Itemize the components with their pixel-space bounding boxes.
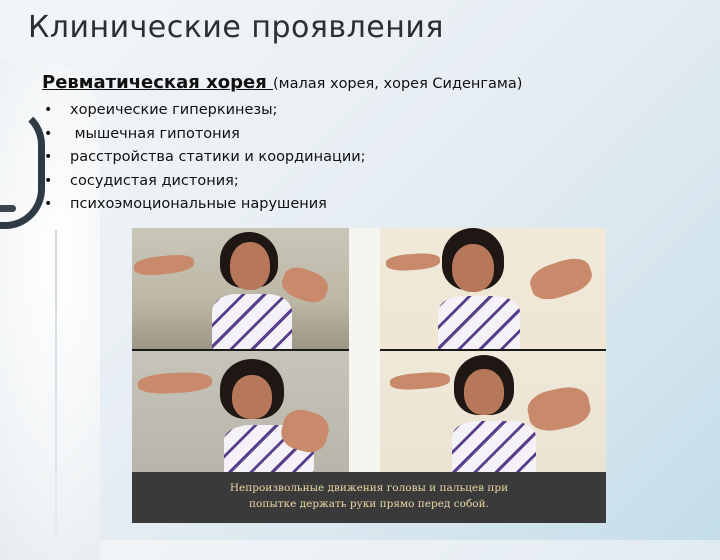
bullet-icon: •	[44, 102, 53, 118]
list-item: • мышечная гипотония	[42, 123, 366, 147]
coat-fold	[55, 230, 57, 540]
list-item: • расстройства статики и координации;	[42, 146, 366, 170]
bullet-icon: •	[44, 149, 53, 165]
symptom-list	[42, 99, 366, 217]
photo-bottom-right	[380, 351, 606, 472]
stethoscope-tube	[0, 205, 16, 212]
subtitle-main: Ревматическая хорея	[42, 72, 274, 93]
bullet-icon: •	[44, 125, 53, 142]
slide-title: Клинические проявления	[28, 10, 444, 45]
photo-collage	[132, 228, 606, 523]
photo-bottom-left	[132, 351, 349, 472]
caption-line-1: Непроизвольные движения головы и пальцев при	[229, 482, 509, 494]
bullet-icon: •	[44, 172, 53, 189]
bullet-icon: •	[44, 196, 53, 212]
photo-top-right	[380, 228, 606, 349]
figure-caption-box	[132, 472, 606, 523]
photo-top-left	[132, 228, 349, 349]
list-item: • сосудистая дистония;	[42, 170, 366, 194]
subtitle	[42, 72, 522, 93]
list-item: • психоэмоциональные нарушения	[42, 193, 366, 217]
caption-line-2: попытке держать руки прямо перед собой.	[249, 498, 489, 510]
list-item: • хореические гиперкинезы;	[42, 99, 366, 123]
subtitle-note: (малая хорея, хорея Сиденгама)	[273, 76, 523, 92]
collage-divider	[349, 228, 380, 472]
figure-caption	[132, 480, 606, 512]
